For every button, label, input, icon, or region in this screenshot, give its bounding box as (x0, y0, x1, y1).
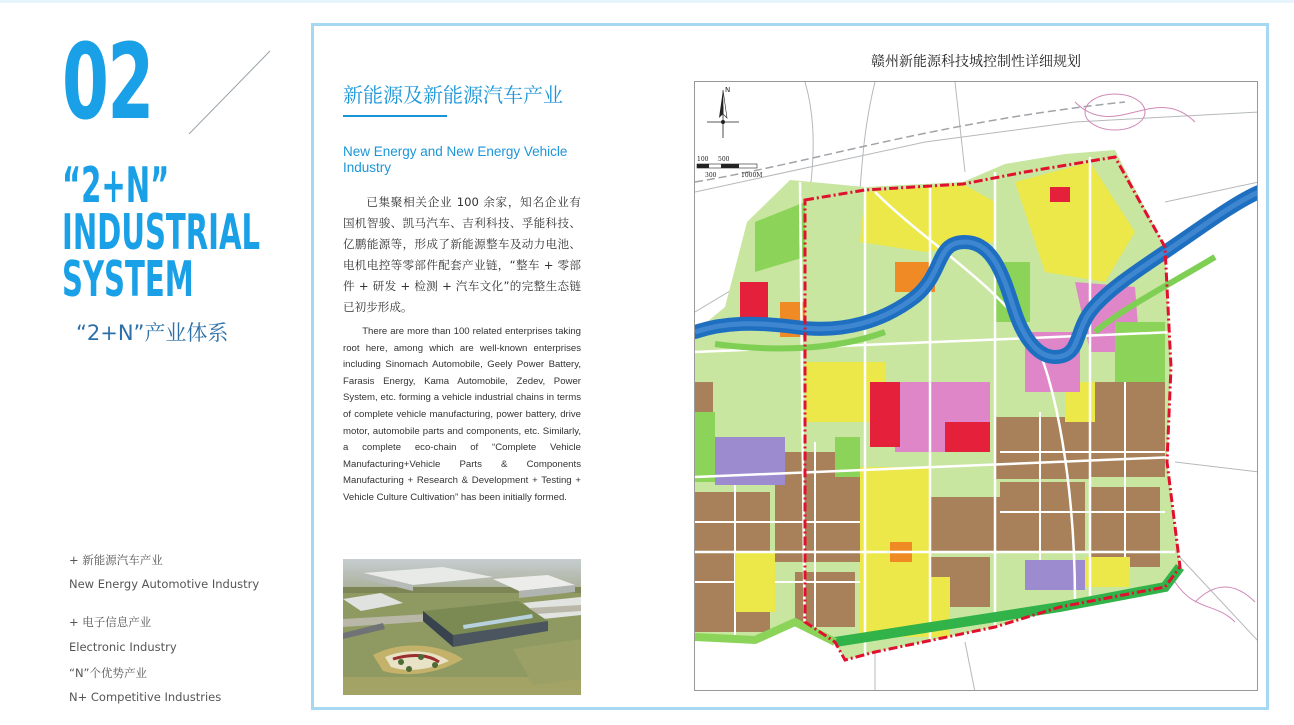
decorative-slash (188, 50, 272, 136)
industrial-park-photo (343, 559, 581, 695)
planning-map (694, 81, 1258, 691)
scale-label-1000m: 1000M (741, 172, 763, 179)
nav-item-competitive-en[interactable]: N+ Competitive Industries (69, 690, 222, 704)
scale-label-500: 500 (718, 156, 730, 163)
map-title: 赣州新能源科技城控制性详细规划 (871, 54, 1081, 70)
scale-label-300: 300 (705, 172, 717, 179)
chapter-number: 02 (62, 21, 153, 143)
chapter-heading-zh: “2+N”产业体系 (76, 321, 229, 345)
land-use-map-graphic (695, 82, 1258, 691)
body-text-en: There are more than 100 related enterprises taking root here, among which are well-known enterprises including Sinomach Automobile, Geely Power Battery, Farasis Energy, Kama Automobile, Zedev, Power System, etc. forming a vehicle industrial chains in terms of complete vehicle manufacturing, power battery, drive motor, automobile parts and components, etc. Similarly, a complete eco-chain of “Complete Vehicle Manufacturing+Vehicle Parts & Components Manufacturing + Research & Development + Testing + Vehicle Culture Cultivation” has been initially formed. (343, 326, 581, 503)
top-accent-line (0, 0, 1294, 3)
chapter-heading-en (62, 157, 261, 308)
nav-item-competitive-zh[interactable]: “N”个优势产业 (69, 666, 148, 680)
nav-item-electronic-zh[interactable]: + 电子信息产业 (69, 615, 152, 629)
section-title-zh: 新能源及新能源汽车产业 (343, 83, 563, 107)
section-title-en: New Energy and New Energy Vehicle Industry (343, 144, 568, 175)
nav-item-new-energy-zh[interactable]: + 新能源汽车产业 (69, 553, 163, 567)
scale-label-100: 100 (697, 156, 709, 163)
nav-item-electronic-en[interactable]: Electronic Industry (69, 640, 177, 654)
body-text-zh: 已集聚相关企业 100 余家，知名企业有国机智骏、凯马汽车、吉利科技、孚能科技、亿鹏能源等，形成了新能源整车及动力电池、电机电控等零部件配套产业链，“整车 + 零部件 + 研发 + 检测 + 汽车文化”的完整生态链已初步形成。 (343, 195, 581, 314)
heading-line-2: INDUSTRIAL (62, 204, 261, 261)
north-label: N (725, 86, 731, 94)
heading-line-3: SYSTEM (62, 251, 194, 308)
heading-line-1: “2+N” (62, 157, 170, 214)
section-title-rule (343, 115, 447, 117)
nav-item-new-energy-en[interactable]: New Energy Automotive Industry (69, 577, 260, 591)
